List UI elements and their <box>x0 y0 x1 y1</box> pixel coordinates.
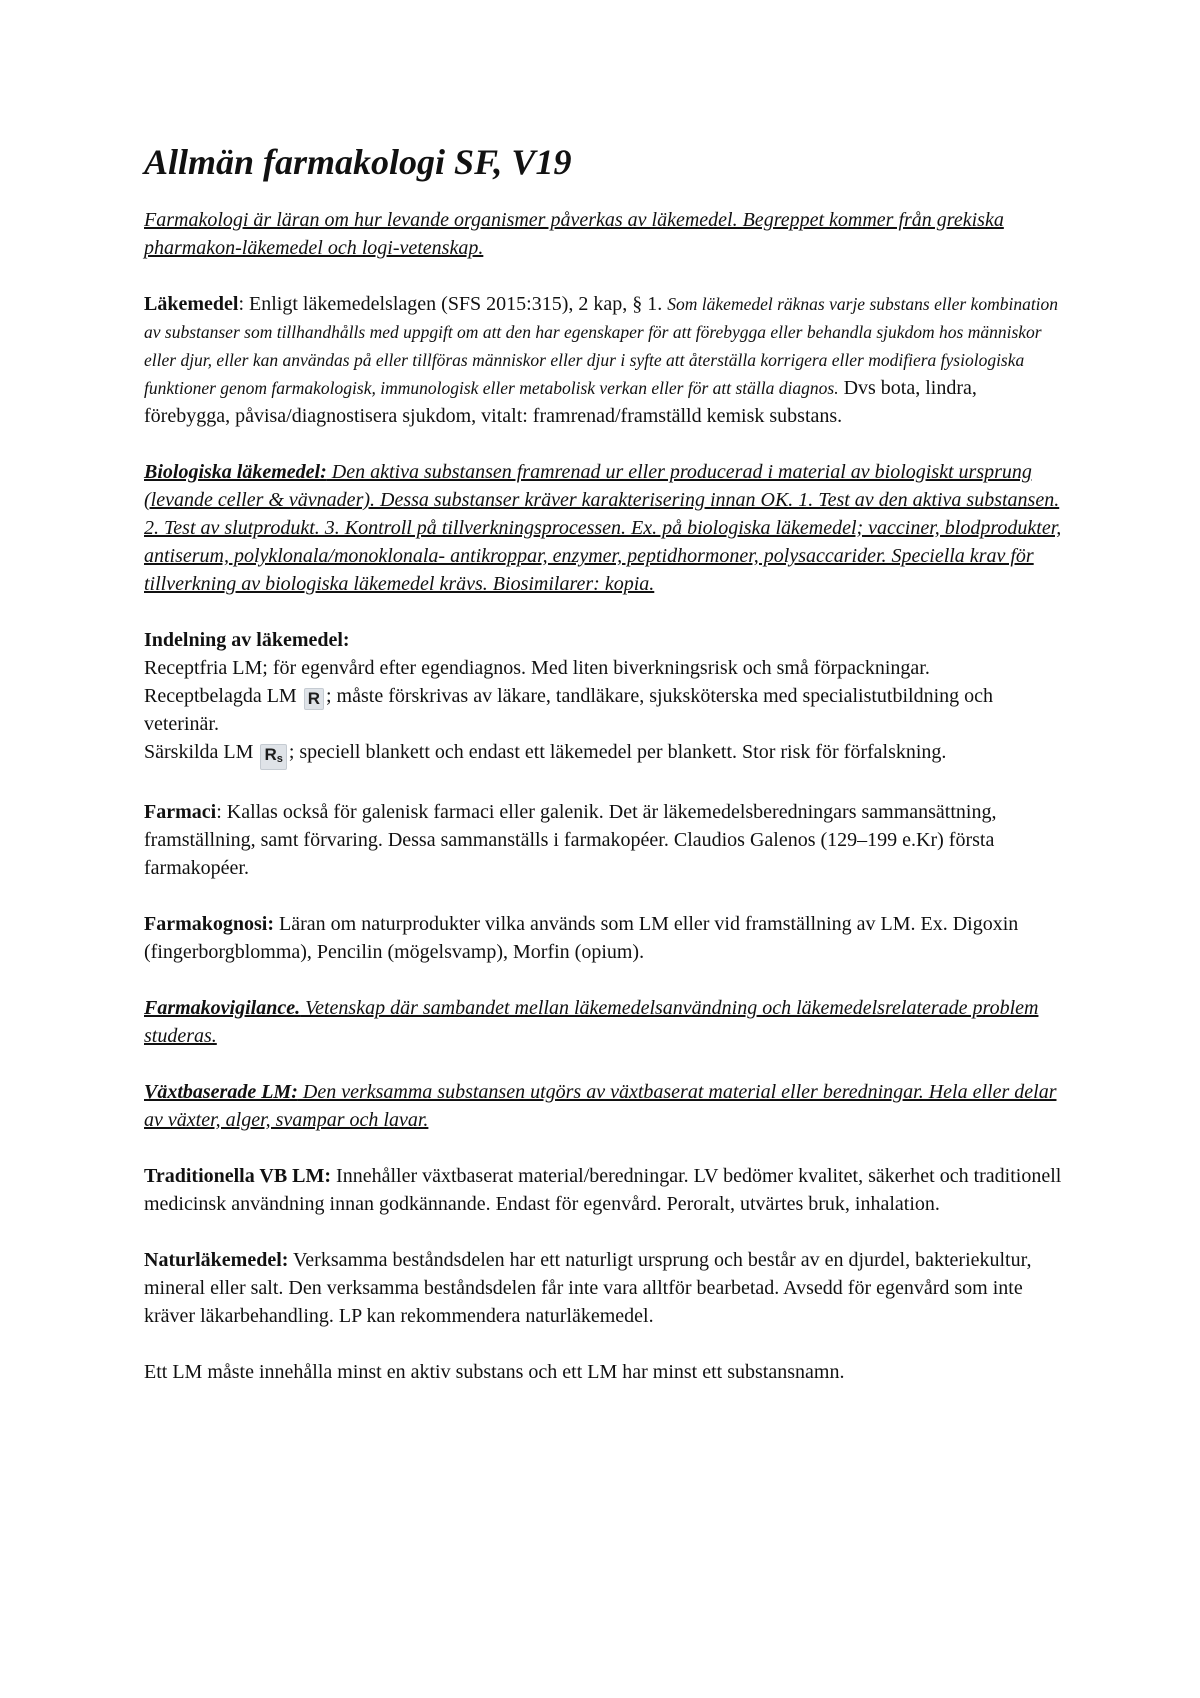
lakemedel-text-2: Dvs bota, lindra, förebygga, påvisa/diagnostisera sjukdom, vitalt: framrenad/framställd kemisk substans. <box>144 377 977 427</box>
naturlakemedel-text: Verksamma beståndsdelen har ett naturligt ursprung och består av en djurdel, bakteriekultur, mineral eller salt. Den verksamma beståndsdelen får inte vara alltför bearbetad. Avsedd för egenvård som inte kräver läkarbehandling. LP kan rekommendera naturläkemedel. <box>144 1249 1032 1327</box>
indelning-heading: Indelning av läkemedel: <box>144 629 350 651</box>
lakemedel-term: Läkemedel <box>144 293 239 315</box>
sarskilda-line <box>144 738 1064 770</box>
farmakognosi-term: Farmakognosi: <box>144 913 274 935</box>
farmakovigilance-paragraph <box>144 994 1064 1050</box>
lakemedel-text-1: : Enligt läkemedelslagen (SFS 2015:315), 2 kap, § 1. <box>238 293 668 315</box>
vaxtbaserade-text: Den verksamma substansen utgörs av växtbaserat material eller beredningar. Hela eller delar av växter, alger, svampar och lavar. <box>144 1081 1057 1131</box>
biologiska-paragraph <box>144 458 1064 598</box>
farmakognosi-text: Läran om naturprodukter vilka används som LM eller vid framställning av LM. Ex. Digoxin (fingerborgblomma), Pencilin (mögelsvamp), Morfin (opium). <box>144 913 1019 963</box>
traditionella-paragraph <box>144 1162 1064 1218</box>
rxs-subscript: s <box>276 753 283 765</box>
vaxtbaserade-term: Växtbaserade LM: <box>144 1081 298 1103</box>
naturlakemedel-paragraph <box>144 1246 1064 1330</box>
farmaci-term: Farmaci <box>144 801 217 823</box>
rx-symbol: R <box>307 689 320 708</box>
intro-paragraph: Farmakologi är läran om hur levande organismer påverkas av läkemedel. Begreppet kommer från grekiska pharmakon-läkemedel och logi-vetenskap. <box>144 209 1004 259</box>
farmaci-paragraph <box>144 798 1064 882</box>
page-title: Allmän farmakologi SF, V19 <box>144 142 572 182</box>
receptfria-line: Receptfria LM; för egenvård efter egendiagnos. Med liten biverkningsrisk och små förpackningar. <box>144 657 930 679</box>
receptbelagda-line <box>144 682 1064 738</box>
sarskilda-label: Särskilda LM <box>144 741 259 763</box>
lakemedel-paragraph <box>144 290 1064 430</box>
document-body <box>144 140 1064 1414</box>
vaxtbaserade-paragraph <box>144 1078 1064 1134</box>
farmakovigilance-text: Vetenskap där sambandet mellan läkemedelsanvändning och läkemedelsrelaterade problem studeras. <box>144 997 1039 1047</box>
rx-icon <box>304 688 324 710</box>
receptbelagda-text: ; måste förskrivas av läkare, tandläkare, sjuksköterska med specialistutbildning och veterinär. <box>144 685 994 735</box>
receptbelagda-label: Receptbelagda LM <box>144 685 302 707</box>
traditionella-text: Innehåller växtbaserat material/beredningar. LV bedömer kvalitet, säkerhet och traditionell medicinsk användning innan godkännande. Endast för egenvård. Peroralt, utvärtes bruk, inhalation. <box>144 1165 1062 1215</box>
farmakovigilance-term: Farmakovigilance. <box>144 997 301 1019</box>
sarskilda-text: ; speciell blankett och endast ett läkemedel per blankett. Stor risk för förfalskning. <box>288 741 947 763</box>
lakemedel-quote: Som läkemedel räknas varje substans eller kombination av substanser som tillhandhålls med uppgift om att den har egenskaper för att förebygga eller behandla sjukdom hos människor eller djur, eller kan användas på eller tillföras människor eller djur i syfte att återställa korrigera eller modifiera fysiologiska funktioner genom farmakologisk, immunologisk eller metabolisk verkan eller för att ställa diagnos. <box>144 294 1059 398</box>
traditionella-term: Traditionella VB LM: <box>144 1165 332 1187</box>
farmaci-text: : Kallas också för galenisk farmaci eller galenik. Det är läkemedelsberedningars sammansättning, framställning, samt förvaring. Dessa sammanställs i farmakopéer. Claudios Galenos (129–199 e.Kr) första farmakopéer. <box>144 801 997 879</box>
naturlakemedel-term: Naturläkemedel: <box>144 1249 289 1271</box>
rxs-icon <box>260 744 286 770</box>
closing-paragraph: Ett LM måste innehålla minst en aktiv substans och ett LM har minst ett substansnamn. <box>144 1361 845 1383</box>
rxs-symbol: R <box>264 745 277 764</box>
farmakognosi-paragraph <box>144 910 1064 966</box>
biologiska-term: Biologiska läkemedel: <box>144 461 327 483</box>
biologiska-text: Den aktiva substansen framrenad ur eller producerad i material av biologiskt ursprung (levande celler & vävnader). Dessa substanser kräver karakterisering innan OK. 1. Test av den aktiva substansen. 2. Test av slutprodukt. 3. Kontroll på tillverkningsprocessen. Ex. på biologiska läkemedel; vacciner, blodprodukter, antiserum, polyklonala/monoklonala- antikroppar, enzymer, peptidhormoner, polysaccarider. Speciella krav för tillverkning av biologiska läkemedel krävs. Biosimilarer: kopia. <box>144 461 1062 595</box>
indelning-paragraph <box>144 626 1064 770</box>
